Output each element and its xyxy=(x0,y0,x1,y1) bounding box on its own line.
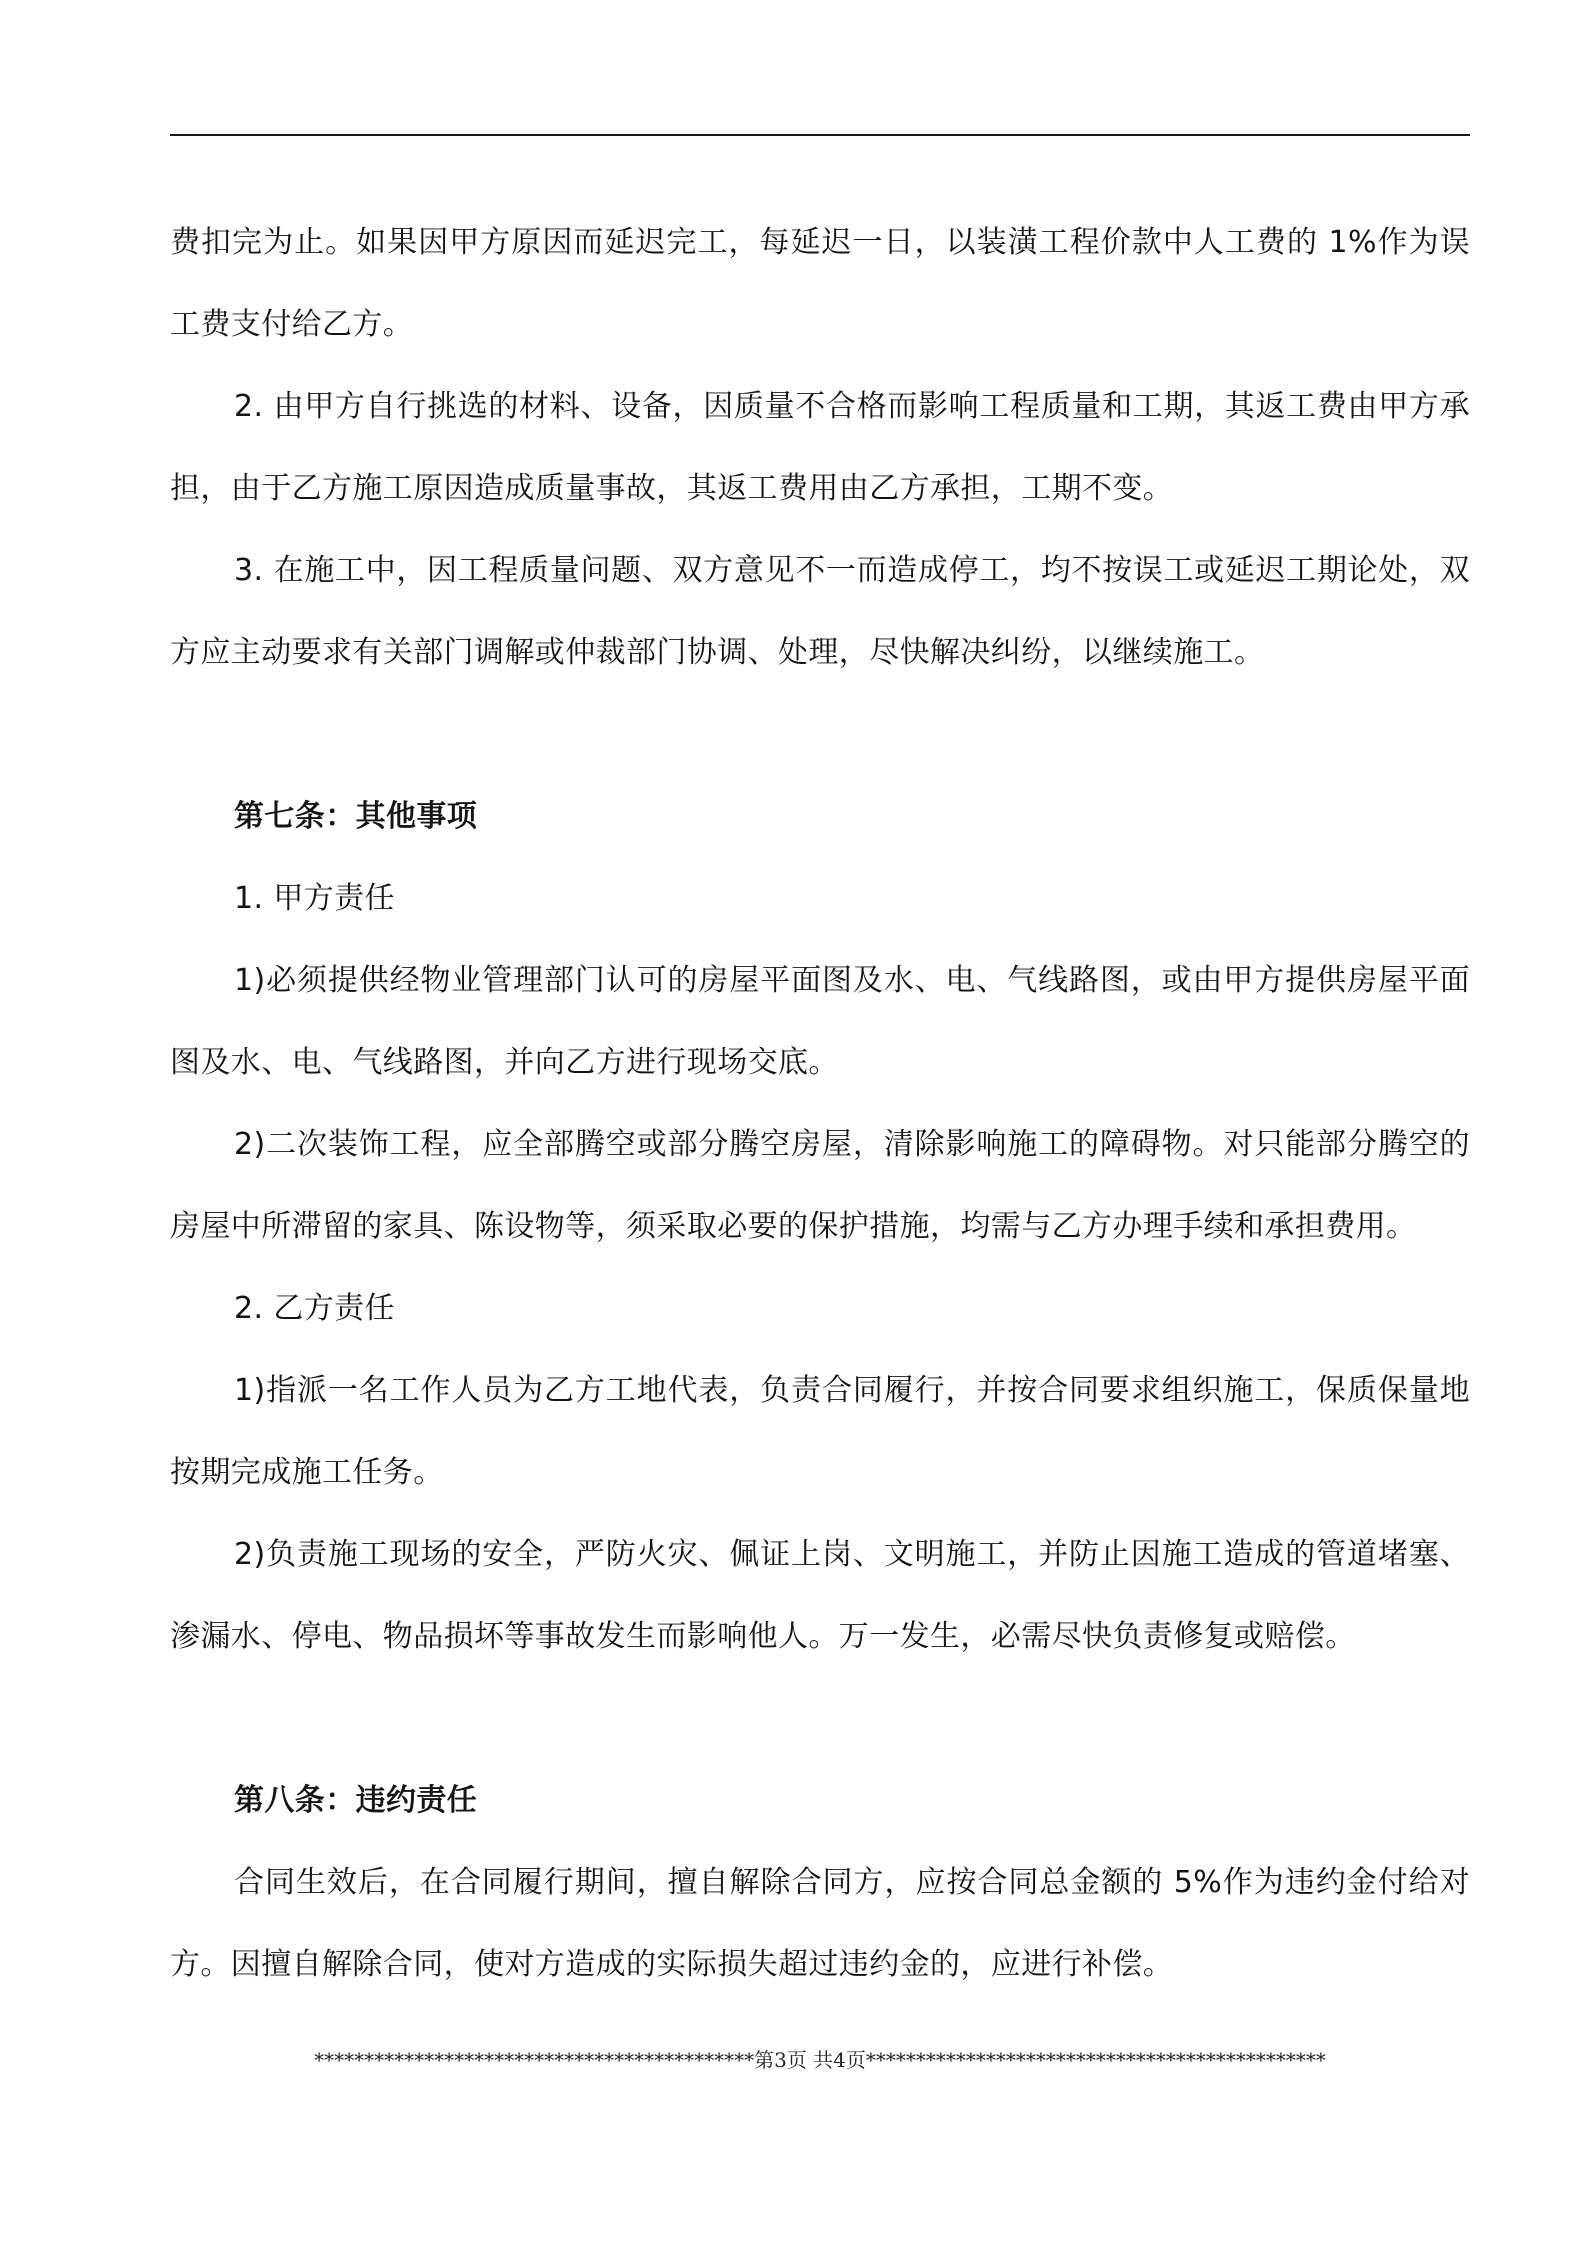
paragraph-breach-penalty: 合同生效后，在合同履行期间，擅自解除合同方，应按合同总金额的 5%作为违约金付给对方。因擅自解除合同，使对方造成的实际损失超过违约金的，应进行补偿。 xyxy=(170,1865,1470,1982)
section-gap xyxy=(170,694,1470,776)
section-gap xyxy=(170,1678,1470,1760)
page-footer: ********************************************第3页 共4页********************************************** xyxy=(314,2048,1326,2072)
party-a-item-2: 2)二次装饰工程，应全部腾空或部分腾空房屋，清除影响施工的障碍物。对只能部分腾空的房屋中所滞留的家具、陈设物等，须采取必要的保护措施，均需与乙方办理手续和承担费用。 xyxy=(170,1127,1470,1244)
party-b-item-2: 2)负责施工现场的安全，严防火灾、佩证上岗、文明施工，并防止因施工造成的管道堵塞、渗漏水、停电、物品损坏等事故发生而影响他人。万一发生，必需尽快负责修复或赔偿。 xyxy=(170,1537,1470,1654)
paragraph-material-quality: 2. 由甲方自行挑选的材料、设备，因质量不合格而影响工程质量和工期，其返工费由甲方承担，由于乙方施工原因造成质量事故，其返工费用由乙方承担，工期不变。 xyxy=(170,389,1470,506)
document-body xyxy=(170,202,1470,2006)
paragraph-delay-fee: 费扣完为止。如果因甲方原因而延迟完工，每延迟一日，以装潢工程价款中人工费的 1%作为误工费支付给乙方。 xyxy=(170,225,1470,342)
party-a-item-1: 1)必须提供经物业管理部门认可的房屋平面图及水、电、气线路图，或由甲方提供房屋平面图及水、电、气线路图，并向乙方进行现场交底。 xyxy=(170,963,1470,1080)
subheading-party-a-duties: 1. 甲方责任 xyxy=(234,881,395,916)
header-rule xyxy=(170,134,1470,136)
paragraph-work-stoppage: 3. 在施工中，因工程质量问题、双方意见不一而造成停工，均不按误工或延迟工期论处，双方应主动要求有关部门调解或仲裁部门协调、处理，尽快解决纠纷，以继续施工。 xyxy=(170,553,1470,670)
heading-article-7: 第七条：其他事项 xyxy=(234,799,478,834)
party-b-item-1: 1)指派一名工作人员为乙方工地代表，负责合同履行，并按合同要求组织施工，保质保量地按期完成施工任务。 xyxy=(170,1373,1470,1490)
subheading-party-b-duties: 2. 乙方责任 xyxy=(234,1291,395,1326)
heading-article-8: 第八条：违约责任 xyxy=(234,1783,478,1818)
